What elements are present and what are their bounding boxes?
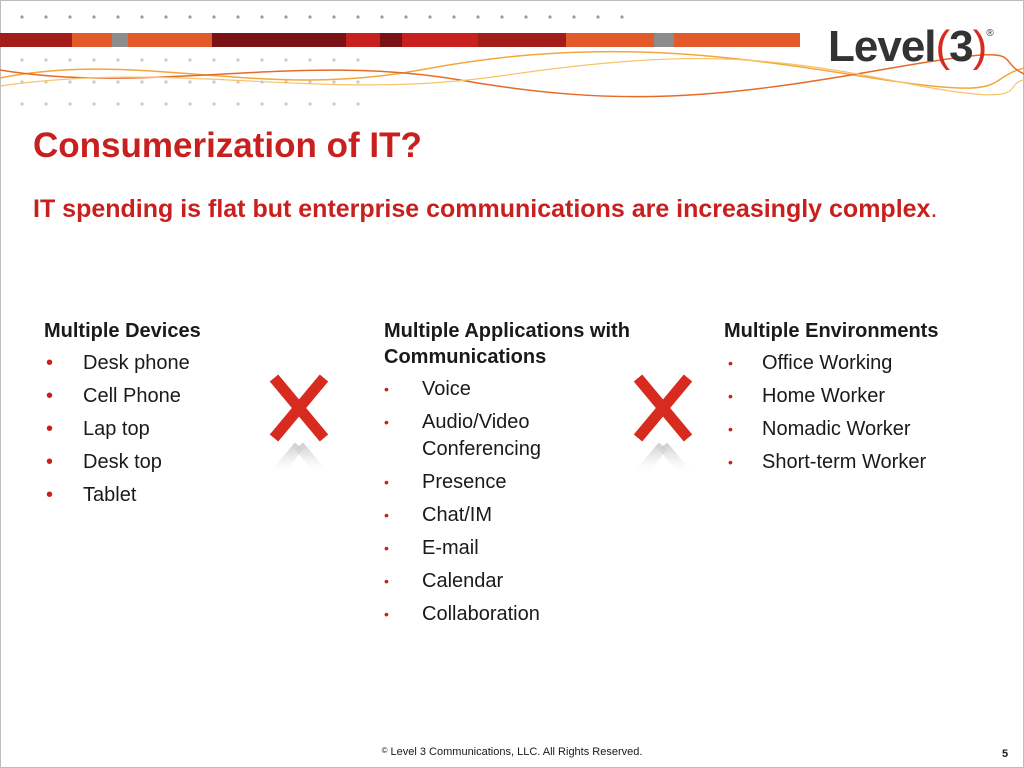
bullet-icon: •: [728, 421, 733, 437]
list-item: [384, 535, 634, 562]
footer-copyright: [0, 746, 1024, 758]
list-item-label: Desk phone: [83, 352, 190, 374]
list-item: [384, 502, 634, 529]
device-list: [44, 350, 274, 509]
list-item-label: Presence: [422, 471, 507, 493]
decorative-dot: [404, 15, 407, 18]
copyright-text: Level 3 Communications, LLC. All Rights Reserved.: [390, 746, 643, 758]
list-item-label: Short-term Worker: [762, 451, 927, 473]
bullet-icon: •: [728, 454, 733, 470]
list-item: [44, 482, 274, 509]
decorative-dot: [524, 15, 527, 18]
list-item: [724, 383, 994, 410]
list-item: [724, 350, 994, 377]
decorative-dot: [596, 15, 599, 18]
list-item: [384, 409, 634, 463]
logo-number: 3: [949, 22, 973, 71]
decorative-dot: [500, 15, 503, 18]
page-number: 5: [1002, 748, 1009, 760]
bullet-icon: •: [728, 355, 733, 371]
list-item: [724, 416, 994, 443]
list-item-label: Desk top: [83, 451, 162, 473]
list-item-label: Tablet: [83, 484, 137, 506]
list-item-label: Home Worker: [762, 385, 885, 407]
bullet-icon: •: [46, 418, 54, 440]
column-heading: Multiple Devices: [44, 320, 201, 342]
decorative-dot: [356, 15, 359, 18]
list-item-label: Lap top: [83, 418, 150, 440]
decorative-dot: [212, 15, 215, 18]
decorative-dot: [68, 15, 71, 18]
list-item-label: Cell Phone: [83, 385, 181, 407]
list-item: [44, 383, 274, 410]
decorative-dot: [476, 15, 479, 18]
bullet-icon: •: [728, 388, 733, 404]
list-item: [384, 568, 634, 595]
decorative-dot: [572, 15, 575, 18]
decorative-dot: [452, 15, 455, 18]
decorative-dot: [260, 15, 263, 18]
bullet-icon: •: [46, 451, 54, 473]
logo-wordmark: Level: [828, 22, 936, 71]
column-multiple-devices: [44, 318, 274, 515]
decorative-dot: [188, 15, 191, 18]
decorative-dot: [44, 15, 47, 18]
list-item-label: Audio/Video Conferencing: [422, 411, 541, 460]
decorative-dot: [236, 15, 239, 18]
decorative-dot: [620, 15, 623, 18]
bullet-icon: •: [384, 507, 389, 523]
decorative-dot: [164, 15, 167, 18]
list-item: [384, 601, 634, 628]
list-item-label: E-mail: [422, 537, 479, 559]
list-item-label: Calendar: [422, 570, 504, 592]
list-item-label: Voice: [422, 378, 471, 400]
decorative-dot: [284, 15, 287, 18]
environment-list: [724, 350, 994, 476]
subtitle-period: .: [930, 195, 938, 223]
decorative-dot: [548, 15, 551, 18]
application-list: [384, 376, 634, 628]
list-item: [384, 376, 634, 403]
bullet-icon: •: [384, 474, 389, 490]
bullet-icon: •: [384, 381, 389, 397]
bullet-icon: •: [46, 385, 54, 407]
decorative-dot: [380, 15, 383, 18]
logo-registered-mark: ®: [986, 28, 993, 39]
decorative-dot: [428, 15, 431, 18]
multiply-x-icon: [268, 372, 330, 482]
list-item: [384, 469, 634, 496]
bullet-icon: •: [46, 484, 54, 506]
column-multiple-environments: [724, 318, 994, 482]
list-item: [724, 449, 994, 476]
bullet-icon: •: [384, 606, 389, 622]
column-heading: Multiple Environments: [724, 320, 939, 342]
bullet-icon: •: [384, 540, 389, 556]
subtitle-text: IT spending is flat but enterprise communications are increasingly complex: [33, 195, 931, 223]
bullet-icon: •: [384, 573, 389, 589]
decorative-dot: [20, 15, 23, 18]
list-item: [44, 350, 274, 377]
list-item: [44, 416, 274, 443]
logo-close-paren: ): [972, 22, 987, 71]
column-multiple-applications: [384, 318, 634, 634]
copyright-symbol: ©: [381, 746, 388, 755]
slide-subtitle: [33, 193, 983, 226]
level3-logo: [828, 22, 993, 72]
decorative-dot: [308, 15, 311, 18]
decorative-dot: [332, 15, 335, 18]
decorative-dot: [116, 15, 119, 18]
list-item-label: Chat/IM: [422, 504, 493, 526]
decorative-dot: [140, 15, 143, 18]
logo-open-paren: (: [935, 22, 950, 71]
column-heading: Multiple Applications with Communications: [384, 320, 630, 368]
slide-title: Consumerization of IT?: [33, 126, 422, 165]
decorative-dot: [92, 15, 95, 18]
list-item: [44, 449, 274, 476]
bullet-icon: •: [384, 414, 389, 430]
multiply-x-icon: [632, 372, 694, 482]
list-item-label: Office Working: [762, 352, 893, 374]
list-item-label: Nomadic Worker: [762, 418, 911, 440]
bullet-icon: •: [46, 352, 54, 374]
list-item-label: Collaboration: [422, 603, 540, 625]
